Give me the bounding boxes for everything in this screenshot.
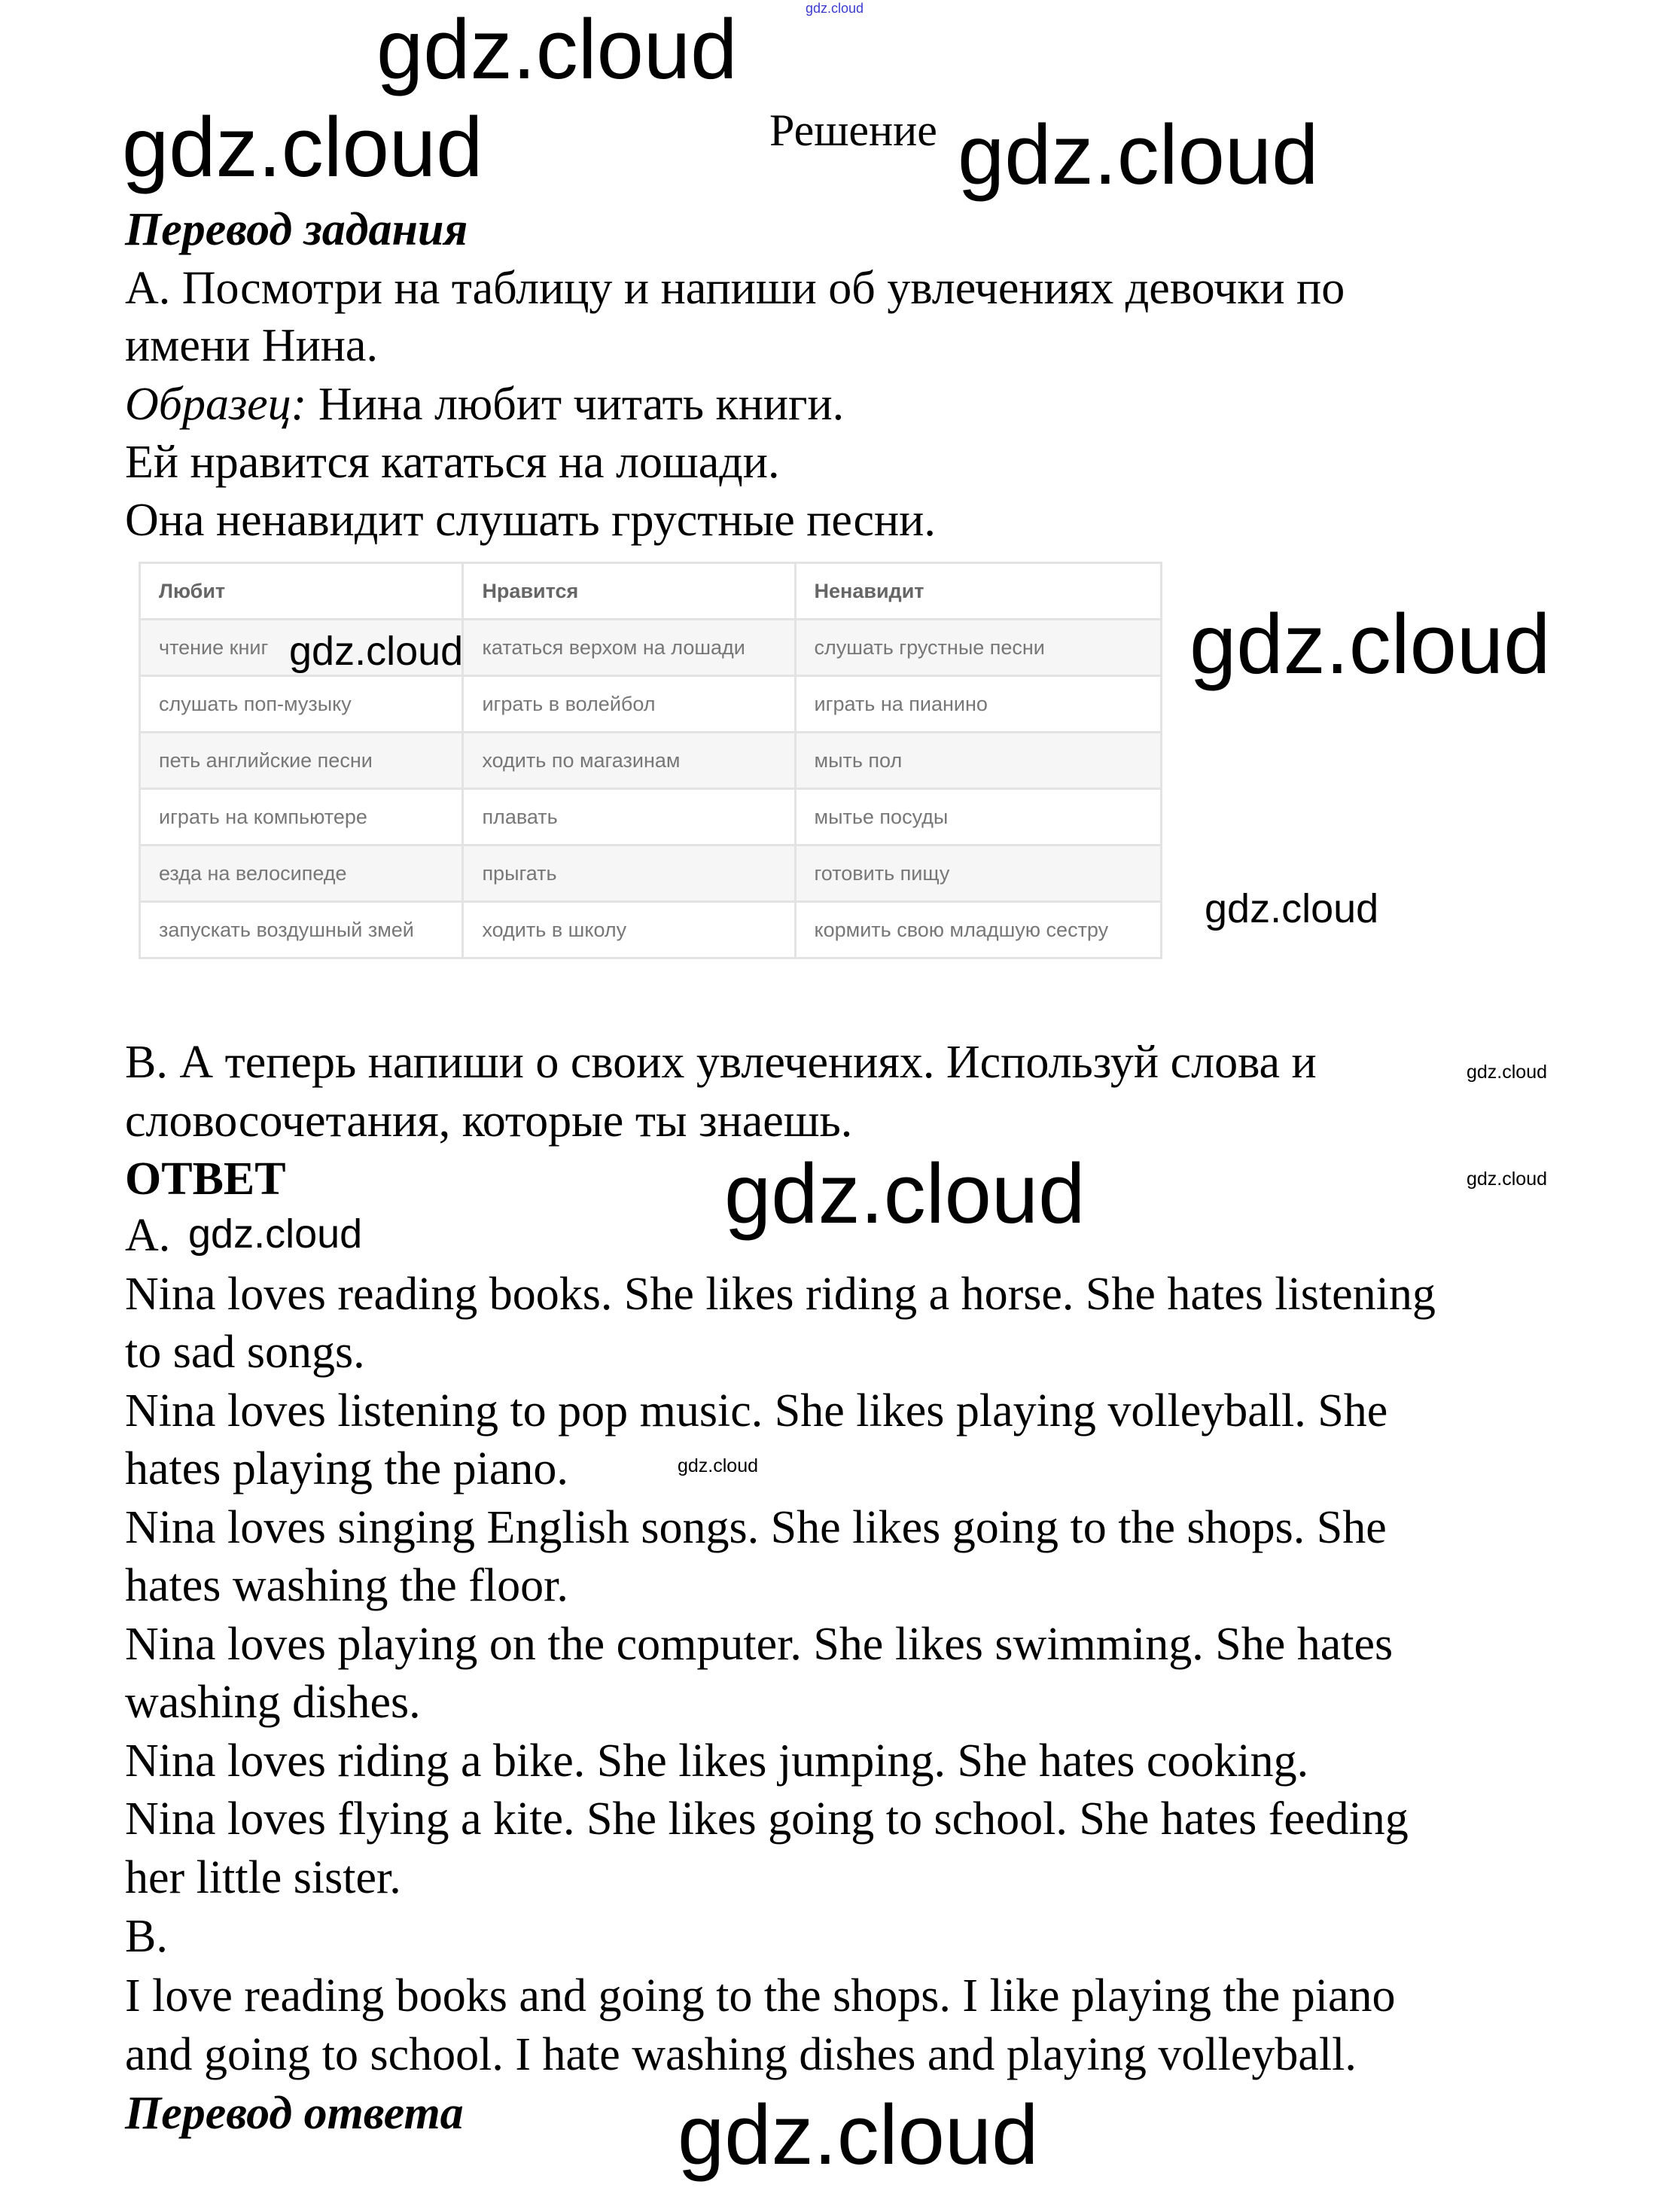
answer-line: washing dishes. [125, 1677, 421, 1728]
table-cell: мыть пол [795, 733, 1161, 789]
watermark: gdz.cloud [806, 1, 864, 16]
header-cell: Любит [140, 563, 463, 620]
answer-line: Nina loves playing on the computer. She likes swimming. She hates [125, 1619, 1394, 1670]
answer-line: Nina loves listening to pop music. She likes playing volleyball. She [125, 1385, 1388, 1437]
answer-line: to sad songs. [125, 1327, 365, 1378]
example-line [125, 375, 844, 434]
table-cell: играть на пианино [795, 676, 1161, 733]
header-cell: Ненавидит [795, 563, 1161, 620]
example-line: Ей нравится кататься на лошади. [125, 437, 780, 488]
task-a-line: имени Нина. [125, 320, 378, 371]
watermark: gdz.cloud [678, 2088, 1039, 2182]
solution-heading: Решение [769, 105, 937, 155]
table-cell: ходить в школу [463, 902, 795, 958]
watermark: gdz.cloud [724, 1147, 1086, 1241]
answer-line: Nina loves singing English songs. She likes going to the shops. She [125, 1502, 1387, 1553]
watermark: gdz.cloud [1205, 886, 1379, 931]
table-cell: езда на велосипеде [140, 845, 463, 902]
task-title: Перевод задания [125, 204, 468, 255]
table-cell: играть на компьютере [140, 789, 463, 845]
answer-line: Nina loves flying a kite. She likes going to school. She hates feeding [125, 1793, 1409, 1845]
answer-line: Nina loves reading books. She likes riding a horse. She hates listening [125, 1269, 1436, 1320]
watermark: gdz.cloud [289, 629, 464, 674]
table-cell: кататься верхом на лошади [463, 620, 795, 676]
task-a-line: А. Посмотри на таблицу и напиши об увлечениях девочки по [125, 263, 1345, 314]
answer-translation-title: Перевод ответа [125, 2088, 464, 2139]
table-header-row [140, 563, 1162, 620]
watermark: gdz.cloud [678, 1455, 759, 1476]
table-cell: чтение книг [140, 620, 463, 676]
table-cell: слушать грустные песни [795, 620, 1161, 676]
table-row [140, 845, 1162, 902]
answer-line: and going to school. I hate washing dishes and playing volleyball. [125, 2029, 1357, 2080]
answer-title: ОТВЕТ [125, 1153, 286, 1205]
table-cell: прыгать [463, 845, 795, 902]
watermark: gdz.cloud [1467, 1062, 1548, 1083]
table-cell: играть в волейбол [463, 676, 795, 733]
example-line: Она ненавидит слушать грустные песни. [125, 495, 936, 546]
table-cell: запускать воздушный змей [140, 902, 463, 958]
watermark: gdz.cloud [376, 2, 738, 96]
answer-line: I love reading books and going to the shops. I like playing the piano [125, 1970, 1396, 2022]
table-row [140, 676, 1162, 733]
table-cell: петь английские песни [140, 733, 463, 789]
task-b-line: словосочетания, которые ты знаешь. [125, 1095, 853, 1147]
table-cell: плавать [463, 789, 795, 845]
table-cell: мытье посуды [795, 789, 1161, 845]
answer-b-label: B. [125, 1911, 168, 1962]
table-cell: готовить пищу [795, 845, 1161, 902]
watermark: gdz.cloud [1189, 597, 1551, 691]
table-row [140, 733, 1162, 789]
table-row [140, 789, 1162, 845]
answer-a-label: A. [125, 1210, 171, 1261]
watermark: gdz.cloud [122, 100, 483, 194]
watermark: gdz.cloud [188, 1211, 363, 1257]
table-row [140, 902, 1162, 958]
answer-line: hates washing the floor. [125, 1560, 568, 1611]
watermark: gdz.cloud [1467, 1168, 1548, 1190]
example-label: Образец: [125, 379, 307, 430]
table-cell: ходить по магазинам [463, 733, 795, 789]
task-b-line: В. А теперь напиши о своих увлечениях. Используй слова и [125, 1037, 1317, 1088]
answer-line: Nina loves riding a bike. She likes jumping. She hates cooking. [125, 1735, 1309, 1787]
example-text: Нина любит читать книги. [306, 379, 845, 430]
answer-line: her little sister. [125, 1852, 401, 1903]
watermark: gdz.cloud [958, 108, 1319, 202]
hobbies-table [139, 562, 1162, 959]
header-cell: Нравится [463, 563, 795, 620]
table-cell: кормить свою младшую сестру [795, 902, 1161, 958]
table-cell: слушать поп-музыку [140, 676, 463, 733]
answer-line: hates playing the piano. [125, 1443, 568, 1494]
